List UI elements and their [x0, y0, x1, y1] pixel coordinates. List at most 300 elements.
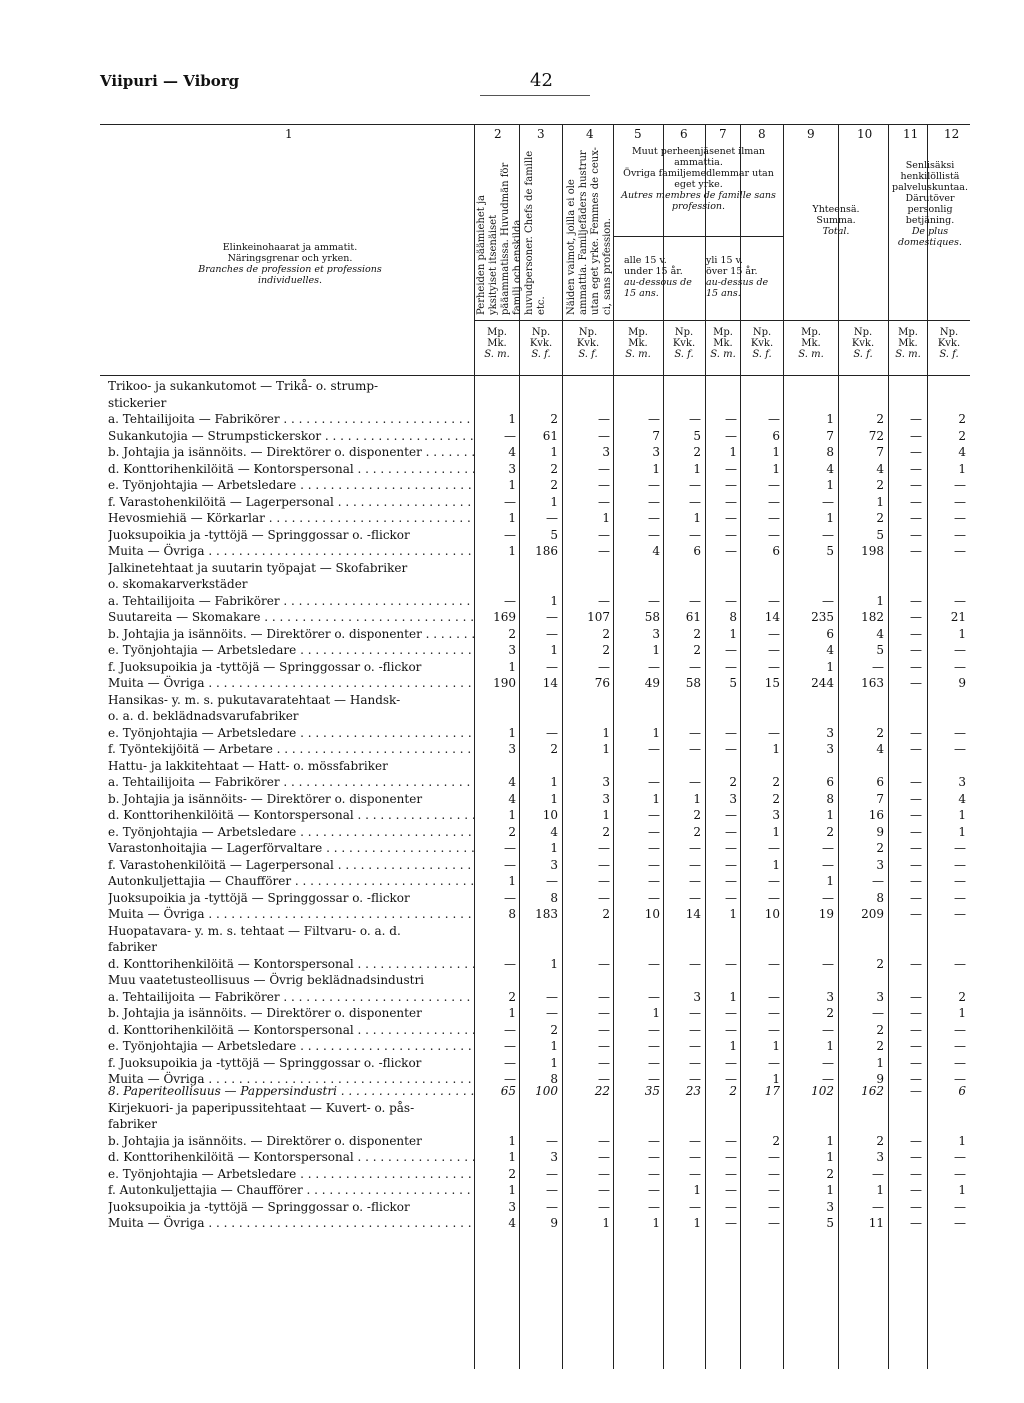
table-cell: —	[648, 593, 660, 608]
table-cell: 4	[550, 824, 558, 839]
table-cell: —	[598, 1166, 610, 1181]
table-cell: 1	[508, 725, 516, 740]
table-cell: 1	[602, 725, 610, 740]
table-cell: 1	[693, 1216, 701, 1230]
col1-header-fi: Elinkeinohaarat ja ammatit.	[222, 242, 358, 253]
table-cell: —	[504, 841, 516, 855]
table-row	[0, 708, 1024, 725]
table-row	[0, 1166, 1024, 1183]
table-cell: —	[648, 1199, 660, 1214]
row-label: e. Työnjohtajia — Arbetsledare . . .	[108, 725, 474, 742]
row-label: b. Johtajia ja isännöits- — Direktörer o. disponenter	[108, 791, 423, 806]
table-row	[0, 510, 1024, 527]
row-label: o. skomakarverkstäder	[108, 577, 248, 591]
table-cell: 1	[652, 461, 660, 476]
table-cell: —	[910, 1022, 922, 1037]
table-cell: —	[546, 626, 558, 641]
total-sv: Summa.	[816, 215, 856, 226]
table-cell: —	[822, 1072, 834, 1086]
table-cell: —	[598, 527, 610, 542]
table-cell: —	[689, 1133, 701, 1148]
unit-female: Np. Kvk. S. f.	[851, 327, 875, 360]
table-cell: 7	[826, 428, 834, 443]
table-cell: 4	[876, 742, 884, 756]
row-label: Muita — Övriga . . .	[108, 543, 474, 560]
table-cell: —	[822, 494, 834, 509]
table-cell: 1	[550, 775, 558, 789]
table-cell: 1	[508, 1150, 516, 1164]
table-cell: —	[954, 874, 966, 888]
table-cell: —	[768, 890, 780, 905]
table-cell: 1	[772, 445, 780, 459]
table-cell: —	[598, 1183, 610, 1197]
col58-header	[616, 146, 781, 212]
column-number: 1	[285, 127, 293, 141]
table-cell: 4	[876, 461, 884, 476]
table-cell: —	[910, 989, 922, 1004]
table-cell: 209	[861, 907, 884, 921]
row-label: Kirjekuori- ja paperipussitehtaat — Kuvert- o. pås-	[108, 1100, 415, 1115]
table-cell: 4	[652, 544, 660, 558]
row-label: Muita — Övriga . . .	[108, 675, 474, 692]
table-cell: 1	[652, 1216, 660, 1230]
table-cell: —	[598, 841, 610, 855]
table-cell: 8	[550, 1072, 558, 1086]
table-row	[0, 560, 1024, 577]
table-cell: —	[954, 725, 966, 740]
table-cell: 6	[772, 428, 780, 443]
table-cell: 1	[772, 824, 780, 839]
table-cell: 3	[958, 775, 966, 789]
table-cell: —	[504, 428, 516, 443]
table-cell: 1	[958, 1006, 966, 1020]
table-cell: —	[725, 659, 737, 674]
table-row	[0, 1116, 1024, 1133]
table-cell: —	[725, 643, 737, 657]
table-cell: —	[598, 1022, 610, 1037]
table-cell: 1	[508, 808, 516, 822]
table-cell: —	[504, 956, 516, 971]
table-cell: 10	[764, 907, 780, 921]
table-cell: 1	[693, 1183, 701, 1197]
table-row	[0, 1038, 1024, 1055]
table-cell: 8	[876, 890, 884, 905]
table-row	[0, 395, 1024, 412]
table-row	[0, 444, 1024, 461]
table-cell: 5	[826, 544, 834, 558]
table-row	[0, 411, 1024, 428]
table-row	[0, 642, 1024, 659]
table-cell: 2	[876, 1133, 884, 1148]
table-cell: —	[648, 494, 660, 509]
table-cell: 3	[550, 857, 558, 872]
table-cell: 10	[542, 808, 558, 822]
row-label: fabriker	[108, 1117, 157, 1131]
table-cell: —	[648, 1022, 660, 1037]
table-cell: 8	[508, 907, 516, 921]
table-cell: 6	[876, 775, 884, 789]
table-cell: —	[725, 1199, 737, 1214]
col58-header-fr: Autres membres de famille sans profession.	[621, 190, 776, 212]
table-cell: 6	[826, 775, 834, 789]
table-cell: 1	[693, 461, 701, 476]
table-cell: 1	[652, 643, 660, 657]
table-cell: —	[648, 511, 660, 525]
column-number: 3	[537, 127, 545, 141]
table-cell: —	[648, 1166, 660, 1181]
table-row	[0, 576, 1024, 593]
table-cell: —	[598, 544, 610, 558]
table-cell: —	[725, 461, 737, 476]
table-cell: 3	[826, 742, 834, 756]
unit-male: Mp. Mk. S. m.	[484, 327, 510, 360]
table-row	[0, 989, 1024, 1006]
row-label: b. Johtajia ja isännöits. — Direktörer o. disponenter . . .	[108, 626, 474, 643]
over15-fi: yli 15 v.	[706, 255, 743, 266]
unit-female: Np. Kvk. S. f.	[672, 327, 696, 360]
table-cell: —	[504, 1022, 516, 1037]
table-cell: —	[689, 412, 701, 426]
table-row	[0, 1133, 1024, 1150]
table-cell: —	[910, 1150, 922, 1164]
table-cell: 2	[729, 775, 737, 789]
table-cell: —	[689, 857, 701, 872]
table-cell: 65	[500, 1084, 516, 1098]
table-cell: 1	[729, 626, 737, 641]
table-cell: 8	[826, 445, 834, 459]
table-cell: 235	[811, 610, 834, 624]
table-cell: 1	[958, 824, 966, 839]
table-cell: —	[725, 494, 737, 509]
table-cell: —	[648, 775, 660, 789]
table-cell: —	[910, 1006, 922, 1020]
table-cell: 22	[594, 1084, 610, 1098]
table-cell: —	[910, 874, 922, 888]
table-cell: —	[768, 412, 780, 426]
table-cell: 2	[550, 461, 558, 476]
servants-sv: Därutöver personlig betjäning.	[905, 193, 955, 226]
table-row	[0, 939, 1024, 956]
table-cell: —	[689, 1055, 701, 1070]
table-cell: —	[598, 494, 610, 509]
table-cell: —	[546, 1166, 558, 1181]
table-cell: 1	[826, 1039, 834, 1053]
table-cell: —	[910, 445, 922, 459]
table-cell: 198	[861, 544, 884, 558]
table-cell: 1	[508, 412, 516, 426]
table-cell: 3	[876, 857, 884, 872]
table-cell: —	[648, 1150, 660, 1164]
table-cell: 2	[693, 643, 701, 657]
table-cell: —	[910, 461, 922, 476]
table-cell: —	[689, 1166, 701, 1181]
table-cell: —	[954, 1166, 966, 1181]
table-cell: —	[768, 725, 780, 740]
column-number: 6	[680, 127, 688, 141]
table-cell: 190	[493, 676, 516, 690]
table-cell: 2	[876, 956, 884, 971]
table-cell: —	[648, 412, 660, 426]
table-row	[0, 1022, 1024, 1039]
table-cell: 21	[950, 610, 966, 624]
table-cell: —	[546, 659, 558, 674]
col58-header-sv: Övriga familjemedlemmar utan eget yrke.	[623, 168, 774, 190]
table-cell: —	[910, 1039, 922, 1053]
table-cell: —	[598, 890, 610, 905]
page-header-location: Viipuri — Viborg	[100, 72, 240, 90]
table-cell: —	[504, 890, 516, 905]
table-cell: —	[689, 1006, 701, 1020]
table-cell: —	[725, 428, 737, 443]
table-cell: —	[504, 593, 516, 608]
table-cell: 14	[764, 610, 780, 624]
table-row	[0, 675, 1024, 692]
table-cell: —	[768, 1022, 780, 1037]
table-row	[0, 857, 1024, 874]
unit-male: Mp. Mk. S. m.	[798, 327, 824, 360]
col1-header	[120, 242, 460, 286]
row-label: Muita — Övriga . . .	[108, 1215, 474, 1232]
table-cell: —	[822, 841, 834, 855]
table-cell: 1	[550, 791, 558, 806]
table-cell: —	[648, 1072, 660, 1086]
table-cell: 1	[508, 1006, 516, 1020]
table-cell: —	[910, 956, 922, 971]
table-cell: —	[768, 1183, 780, 1197]
table-row	[0, 1005, 1024, 1022]
table-cell: —	[648, 874, 660, 888]
table-cell: 2	[550, 478, 558, 492]
table-cell: 2	[693, 445, 701, 459]
row-label: Hevosmiehiä — Körkarlar . . .	[108, 510, 474, 527]
table-cell: —	[872, 1006, 884, 1020]
table-cell: —	[689, 1039, 701, 1053]
table-cell: —	[910, 428, 922, 443]
table-cell: 3	[508, 461, 516, 476]
table-cell: —	[546, 1183, 558, 1197]
table-cell: —	[598, 461, 610, 476]
table-cell: —	[546, 989, 558, 1004]
table-cell: 58	[644, 610, 660, 624]
table-cell: —	[725, 1183, 737, 1197]
column-number: 11	[903, 127, 919, 141]
table-cell: —	[546, 1006, 558, 1020]
table-cell: 4	[508, 775, 516, 789]
page-number-rule	[480, 95, 590, 96]
table-cell: —	[910, 1199, 922, 1214]
row-label: e. Työnjohtajia — Arbetsledare . . .	[108, 477, 474, 494]
table-cell: —	[822, 890, 834, 905]
row-label: e. Työnjohtajia — Arbetsledare . . .	[108, 1166, 474, 1183]
table-cell: —	[725, 412, 737, 426]
table-cell: 1	[729, 1039, 737, 1053]
table-cell: —	[954, 907, 966, 921]
table-cell: 1	[772, 742, 780, 756]
table-cell: —	[872, 1199, 884, 1214]
table-cell: 49	[644, 676, 660, 690]
table-cell: 1	[652, 791, 660, 806]
table-cell: —	[546, 874, 558, 888]
column-number: 8	[758, 127, 766, 141]
table-cell: 1	[550, 1039, 558, 1053]
table-cell: —	[725, 1022, 737, 1037]
table-cell: 1	[602, 742, 610, 756]
under15-fi: alle 15 v.	[624, 255, 667, 266]
table-row	[0, 1083, 1024, 1100]
row-label: e. Työnjohtajia — Arbetsledare . . .	[108, 824, 474, 841]
table-row	[0, 1055, 1024, 1072]
table-cell: —	[648, 527, 660, 542]
row-label: f. Varastohenkilöitä — Lagerpersonal . . .	[108, 494, 474, 511]
table-row	[0, 1182, 1024, 1199]
table-cell: —	[768, 956, 780, 971]
table-cell: 1	[826, 511, 834, 525]
table-row	[0, 626, 1024, 643]
table-cell: —	[648, 1183, 660, 1197]
table-row	[0, 1199, 1024, 1216]
table-cell: —	[910, 412, 922, 426]
table-cell: 15	[764, 676, 780, 690]
table-cell: 3	[508, 1199, 516, 1214]
table-cell: —	[648, 989, 660, 1004]
table-cell: —	[504, 494, 516, 509]
table-cell: —	[954, 659, 966, 674]
table-cell: —	[598, 1150, 610, 1164]
table-cell: 5	[826, 1216, 834, 1230]
table-cell: 244	[811, 676, 834, 690]
table-cell: 1	[876, 593, 884, 608]
table-cell: —	[768, 1166, 780, 1181]
table-cell: —	[910, 808, 922, 822]
table-cell: —	[954, 1150, 966, 1164]
table-cell: —	[910, 1166, 922, 1181]
table-cell: —	[872, 1166, 884, 1181]
table-cell: —	[689, 956, 701, 971]
table-cell: —	[910, 1055, 922, 1070]
table-cell: —	[910, 527, 922, 542]
table-cell: —	[725, 1072, 737, 1086]
table-cell: —	[689, 775, 701, 789]
under15-fr: au-dessous de 15 ans.	[624, 277, 692, 299]
table-cell: —	[725, 478, 737, 492]
table-cell: —	[768, 1150, 780, 1164]
table-cell: 2	[602, 643, 610, 657]
table-cell: 1	[508, 478, 516, 492]
table-cell: —	[910, 544, 922, 558]
table-cell: —	[910, 791, 922, 806]
table-cell: 183	[535, 907, 558, 921]
table-cell: 1	[772, 1072, 780, 1086]
row-label: d. Konttorihenkilöitä — Kontorspersonal . . .	[108, 807, 474, 824]
table-cell: 9	[550, 1216, 558, 1230]
table-cell: 35	[644, 1084, 660, 1098]
row-label: Varastonhoitajia — Lagerförvaltare . . .	[108, 840, 474, 857]
table-row	[0, 725, 1024, 742]
row-label: Muu vaatetusteollisuus — Övrig beklädnadsindustri	[108, 973, 425, 987]
table-cell: —	[689, 527, 701, 542]
table-cell: —	[954, 841, 966, 855]
table-cell: —	[689, 478, 701, 492]
table-cell: 3	[508, 742, 516, 756]
table-cell: 1	[602, 808, 610, 822]
table-cell: —	[954, 1039, 966, 1053]
table-cell: —	[768, 841, 780, 855]
table-cell: —	[725, 511, 737, 525]
table-cell: 1	[958, 461, 966, 476]
table-cell: —	[910, 775, 922, 789]
table-cell: —	[546, 725, 558, 740]
table-cell: 3	[876, 989, 884, 1004]
table-cell: 3	[602, 775, 610, 789]
table-cell: 1	[550, 643, 558, 657]
table-cell: —	[954, 742, 966, 756]
table-cell: —	[725, 1150, 737, 1164]
table-cell: 3	[602, 791, 610, 806]
page-number: 42	[530, 70, 553, 91]
table-cell: —	[725, 544, 737, 558]
table-cell: 2	[826, 824, 834, 839]
table-cell: —	[910, 626, 922, 641]
table-cell: 3	[693, 989, 701, 1004]
column-number: 7	[719, 127, 727, 141]
table-cell: 16	[868, 808, 884, 822]
row-label: Juoksupoikia ja -tyttöjä — Springgossar o. -flickor	[108, 890, 410, 905]
table-cell: 2	[508, 1166, 516, 1181]
table-cell: —	[648, 659, 660, 674]
row-label: 8. Paperiteollisuus — Pappersindustri . . .	[108, 1083, 474, 1100]
table-cell: —	[768, 1006, 780, 1020]
table-cell: —	[910, 1133, 922, 1148]
table-cell: —	[954, 1022, 966, 1037]
table-cell: 2	[876, 841, 884, 855]
table-cell: 2	[729, 1084, 737, 1098]
table-cell: —	[910, 742, 922, 756]
table-cell: —	[768, 1216, 780, 1230]
table-row	[0, 741, 1024, 758]
table-cell: —	[725, 874, 737, 888]
table-cell: —	[725, 742, 737, 756]
table-cell: —	[910, 841, 922, 855]
table-cell: 1	[550, 445, 558, 459]
servants-fr: De plus domestiques.	[898, 226, 962, 248]
table-cell: 100	[535, 1084, 558, 1098]
table-cell: —	[504, 1039, 516, 1053]
table-cell: 1	[508, 544, 516, 558]
table-row	[0, 890, 1024, 907]
table-cell: —	[954, 511, 966, 525]
table-cell: —	[725, 1133, 737, 1148]
table-cell: 2	[602, 907, 610, 921]
table-cell: 9	[958, 676, 966, 690]
table-cell: 1	[508, 511, 516, 525]
table-cell: 2	[876, 511, 884, 525]
table-cell: 1	[826, 659, 834, 674]
table-row	[0, 807, 1024, 824]
table-cell: —	[910, 494, 922, 509]
table-cell: 1	[826, 412, 834, 426]
row-label: a. Tehtailijoita — Fabrikörer . . .	[108, 411, 474, 428]
row-label: f. Työntekijöitä — Arbetare . . .	[108, 741, 474, 758]
table-cell: 8	[550, 890, 558, 905]
table-cell: 2	[958, 989, 966, 1004]
table-row	[0, 659, 1024, 676]
table-cell: —	[648, 857, 660, 872]
table-cell: —	[954, 478, 966, 492]
col56-subheader	[624, 255, 700, 299]
table-cell: —	[725, 593, 737, 608]
table-cell: 1	[508, 1133, 516, 1148]
row-label: b. Johtajia ja isännöits. — Direktörer o. disponenter . . .	[108, 444, 474, 461]
